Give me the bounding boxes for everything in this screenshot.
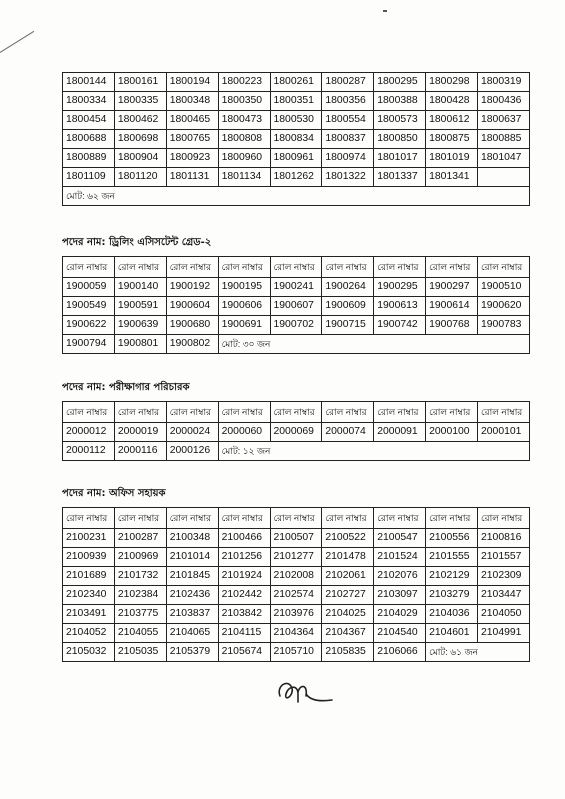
table-row [63, 297, 530, 316]
roll-cell: 2103097 [374, 586, 426, 605]
roll-table-section-1 [62, 72, 530, 206]
roll-cell: 2101478 [322, 548, 374, 567]
roll-cell: 1801337 [374, 168, 426, 187]
roll-cell: 1800834 [270, 130, 322, 149]
roll-cell: 1900241 [270, 278, 322, 297]
column-header: রোল নাম্বার [166, 402, 218, 423]
roll-cell: 2101256 [218, 548, 270, 567]
roll-cell: 2102008 [270, 567, 322, 586]
section-title-office-assistant: পদের নাম: অফিস সহায়ক [62, 488, 166, 499]
roll-cell: 2000024 [166, 423, 218, 442]
roll-cell: 2105835 [322, 643, 374, 662]
roll-cell: 2000069 [270, 423, 322, 442]
column-header: রোল নাম্বার [166, 508, 218, 529]
roll-cell: 2000101 [478, 423, 530, 442]
roll-cell: 1801341 [426, 168, 478, 187]
column-header: রোল নাম্বার [63, 402, 115, 423]
roll-cell: 2000060 [218, 423, 270, 442]
total-count: মোট: ৬২ জন [63, 187, 530, 206]
roll-cell: 1800287 [322, 73, 374, 92]
roll-cell: 1800334 [63, 92, 115, 111]
roll-cell: 1800465 [166, 111, 218, 130]
scan-line [0, 31, 34, 53]
roll-cell: 1900140 [114, 278, 166, 297]
roll-cell: 2104036 [426, 605, 478, 624]
roll-cell: 2105379 [166, 643, 218, 662]
roll-cell: 1801019 [426, 149, 478, 168]
column-header: রোল নাম্বার [426, 508, 478, 529]
roll-cell: 2102727 [322, 586, 374, 605]
roll-cell: 2102076 [374, 567, 426, 586]
roll-cell: 2101277 [270, 548, 322, 567]
roll-cell: 1900295 [374, 278, 426, 297]
column-header: রোল নাম্বার [374, 257, 426, 278]
roll-cell: 1800473 [218, 111, 270, 130]
roll-cell: 2000091 [374, 423, 426, 442]
table-row [63, 423, 530, 442]
roll-cell: 1800573 [374, 111, 426, 130]
roll-cell: 1800454 [63, 111, 115, 130]
table-row [63, 187, 530, 206]
roll-cell: 2104065 [166, 624, 218, 643]
roll-cell: 2104364 [270, 624, 322, 643]
roll-cell: 2101924 [218, 567, 270, 586]
signature-mark [270, 672, 340, 717]
roll-cell: 1800885 [478, 130, 530, 149]
roll-cell: 1900613 [374, 297, 426, 316]
column-header: রোল নাম্বার [218, 257, 270, 278]
roll-cell: 1900510 [478, 278, 530, 297]
table-row [63, 130, 530, 149]
roll-cell: 1801322 [322, 168, 374, 187]
roll-cell: 2100466 [218, 529, 270, 548]
roll-cell: 2101845 [166, 567, 218, 586]
roll-cell: 1900604 [166, 297, 218, 316]
roll-cell: 2101689 [63, 567, 115, 586]
roll-cell: 2106066 [374, 643, 426, 662]
column-header: রোল নাম্বার [63, 257, 115, 278]
table-row [63, 442, 530, 461]
table-row [63, 567, 530, 586]
column-header: রোল নাম্বার [114, 508, 166, 529]
roll-cell: 2100348 [166, 529, 218, 548]
roll-cell: 1900192 [166, 278, 218, 297]
roll-cell: 1800554 [322, 111, 374, 130]
roll-cell: 1800961 [270, 149, 322, 168]
roll-cell: 2000126 [166, 442, 218, 461]
roll-cell: 1800351 [270, 92, 322, 111]
roll-cell: 1800348 [166, 92, 218, 111]
column-header: রোল নাম্বার [374, 402, 426, 423]
roll-cell: 1800698 [114, 130, 166, 149]
column-header: রোল নাম্বার [322, 402, 374, 423]
column-header: রোল নাম্বার [114, 257, 166, 278]
roll-cell: 2103775 [114, 605, 166, 624]
roll-cell: 2101732 [114, 567, 166, 586]
roll-cell: 1801262 [270, 168, 322, 187]
total-count: মোট: ৬১ জন [426, 643, 530, 662]
column-header: রোল নাম্বার [218, 402, 270, 423]
roll-cell: 1800974 [322, 149, 374, 168]
roll-cell: 2102309 [478, 567, 530, 586]
roll-cell: 1800261 [270, 73, 322, 92]
scan-mark [383, 10, 387, 12]
table-row [63, 168, 530, 187]
column-header: রোল নাম্বার [270, 508, 322, 529]
roll-cell: 2100969 [114, 548, 166, 567]
roll-cell: 1900606 [218, 297, 270, 316]
roll-cell: 1800436 [478, 92, 530, 111]
roll-cell: 1800295 [374, 73, 426, 92]
roll-cell: 2102442 [218, 586, 270, 605]
column-header: রোল নাম্বার [478, 508, 530, 529]
roll-cell: 2104052 [63, 624, 115, 643]
table-row [63, 92, 530, 111]
roll-cell: 2103447 [478, 586, 530, 605]
table-row [63, 111, 530, 130]
roll-cell: 2103279 [426, 586, 478, 605]
roll-cell: 2104055 [114, 624, 166, 643]
roll-cell: 1800194 [166, 73, 218, 92]
roll-cell: 1800144 [63, 73, 115, 92]
roll-cell: 2101524 [374, 548, 426, 567]
roll-cell: 1900549 [63, 297, 115, 316]
table-row [63, 586, 530, 605]
table-row [63, 548, 530, 567]
roll-cell: 1800688 [63, 130, 115, 149]
table-row [63, 316, 530, 335]
table-row [63, 149, 530, 168]
roll-cell: 2100556 [426, 529, 478, 548]
roll-cell: 2000074 [322, 423, 374, 442]
roll-cell: 1900264 [322, 278, 374, 297]
roll-cell [478, 168, 530, 187]
roll-cell: 1801109 [63, 168, 115, 187]
roll-cell: 2104115 [218, 624, 270, 643]
roll-cell: 2100547 [374, 529, 426, 548]
column-header: রোল নাম্বার [166, 257, 218, 278]
roll-cell: 2103491 [63, 605, 115, 624]
column-header: রোল নাম্বার [322, 508, 374, 529]
roll-cell: 1801017 [374, 149, 426, 168]
roll-cell: 2104050 [478, 605, 530, 624]
column-header: রোল নাম্বার [478, 402, 530, 423]
roll-cell: 1800765 [166, 130, 218, 149]
roll-cell: 1900059 [63, 278, 115, 297]
roll-cell: 1800889 [63, 149, 115, 168]
column-header: রোল নাম্বার [270, 402, 322, 423]
roll-cell: 2102129 [426, 567, 478, 586]
roll-cell: 2102574 [270, 586, 322, 605]
roll-cell: 1900591 [114, 297, 166, 316]
roll-cell: 2103837 [166, 605, 218, 624]
roll-cell: 1900801 [114, 335, 166, 354]
roll-cell: 1900620 [478, 297, 530, 316]
roll-cell: 1800319 [478, 73, 530, 92]
roll-cell: 1800960 [218, 149, 270, 168]
roll-cell: 1800350 [218, 92, 270, 111]
roll-cell: 2105032 [63, 643, 115, 662]
roll-cell: 2104367 [322, 624, 374, 643]
roll-cell: 2000019 [114, 423, 166, 442]
roll-cell: 2102061 [322, 567, 374, 586]
roll-cell: 1800335 [114, 92, 166, 111]
roll-cell: 2105710 [270, 643, 322, 662]
roll-cell: 1800428 [426, 92, 478, 111]
roll-cell: 1800388 [374, 92, 426, 111]
roll-cell: 1800223 [218, 73, 270, 92]
roll-cell: 1800637 [478, 111, 530, 130]
column-header: রোল নাম্বার [478, 257, 530, 278]
roll-cell: 1900639 [114, 316, 166, 335]
roll-cell: 2103976 [270, 605, 322, 624]
roll-cell: 1900607 [270, 297, 322, 316]
roll-cell: 1800462 [114, 111, 166, 130]
roll-cell: 1800808 [218, 130, 270, 149]
roll-cell: 2104991 [478, 624, 530, 643]
section-title-drilling-assistant: পদের নাম: ড্রিলিং এসিসটেন্ট গ্রেড-২ [62, 237, 212, 248]
roll-cell: 1900742 [374, 316, 426, 335]
column-header: রোল নাম্বার [374, 508, 426, 529]
roll-cell: 2100816 [478, 529, 530, 548]
roll-cell: 1800837 [322, 130, 374, 149]
roll-cell: 1900622 [63, 316, 115, 335]
roll-cell: 1800904 [114, 149, 166, 168]
roll-table-office-assistant [62, 507, 530, 662]
roll-cell: 1800161 [114, 73, 166, 92]
roll-cell: 2104601 [426, 624, 478, 643]
roll-cell: 2100507 [270, 529, 322, 548]
roll-cell: 2104025 [322, 605, 374, 624]
column-header: রোল নাম্বার [114, 402, 166, 423]
roll-cell: 2101555 [426, 548, 478, 567]
roll-cell: 2100522 [322, 529, 374, 548]
roll-cell: 1900195 [218, 278, 270, 297]
column-header: রোল নাম্বার [63, 508, 115, 529]
column-header: রোল নাম্বার [322, 257, 374, 278]
roll-cell: 1801131 [166, 168, 218, 187]
roll-cell: 2000116 [114, 442, 166, 461]
roll-cell: 2103842 [218, 605, 270, 624]
column-header: রোল নাম্বার [426, 257, 478, 278]
roll-cell: 2102340 [63, 586, 115, 605]
table-row [63, 402, 530, 423]
roll-cell: 1800530 [270, 111, 322, 130]
roll-cell: 2100939 [63, 548, 115, 567]
column-header: রোল নাম্বার [270, 257, 322, 278]
roll-cell: 2105035 [114, 643, 166, 662]
roll-cell: 1800923 [166, 149, 218, 168]
roll-cell: 1801047 [478, 149, 530, 168]
roll-cell: 2000012 [63, 423, 115, 442]
roll-cell: 2100287 [114, 529, 166, 548]
roll-cell: 2102384 [114, 586, 166, 605]
roll-cell: 1900783 [478, 316, 530, 335]
total-count: মোট: ১২ জন [218, 442, 529, 461]
total-count: মোট: ৩০ জন [218, 335, 529, 354]
table-row [63, 257, 530, 278]
roll-cell: 2102436 [166, 586, 218, 605]
table-row [63, 643, 530, 662]
roll-cell: 1800850 [374, 130, 426, 149]
roll-cell: 1801120 [114, 168, 166, 187]
section-title-lab-attendant: পদের নাম: পরীক্ষাগার পরিচারক [62, 382, 190, 393]
roll-cell: 1900768 [426, 316, 478, 335]
roll-cell: 1900297 [426, 278, 478, 297]
roll-cell: 1801134 [218, 168, 270, 187]
table-row [63, 605, 530, 624]
roll-cell: 1900609 [322, 297, 374, 316]
roll-cell: 2000112 [63, 442, 115, 461]
roll-cell: 1800356 [322, 92, 374, 111]
roll-cell: 2100231 [63, 529, 115, 548]
roll-cell: 1900680 [166, 316, 218, 335]
roll-cell: 2105674 [218, 643, 270, 662]
roll-cell: 2000100 [426, 423, 478, 442]
roll-cell: 1900802 [166, 335, 218, 354]
roll-table-lab-attendant [62, 401, 530, 461]
roll-cell: 2104540 [374, 624, 426, 643]
roll-cell: 1800875 [426, 130, 478, 149]
roll-cell: 1900702 [270, 316, 322, 335]
table-row [63, 624, 530, 643]
table-row [63, 73, 530, 92]
column-header: রোল নাম্বার [218, 508, 270, 529]
roll-cell: 2101014 [166, 548, 218, 567]
roll-cell: 1800298 [426, 73, 478, 92]
table-row [63, 335, 530, 354]
roll-cell: 1900614 [426, 297, 478, 316]
roll-cell: 2101557 [478, 548, 530, 567]
table-row [63, 508, 530, 529]
roll-table-drilling-assistant [62, 256, 530, 354]
roll-cell: 1900691 [218, 316, 270, 335]
roll-cell: 2104029 [374, 605, 426, 624]
column-header: রোল নাম্বার [426, 402, 478, 423]
roll-cell: 1800612 [426, 111, 478, 130]
table-row [63, 278, 530, 297]
table-row [63, 529, 530, 548]
roll-cell: 1900794 [63, 335, 115, 354]
roll-cell: 1900715 [322, 316, 374, 335]
